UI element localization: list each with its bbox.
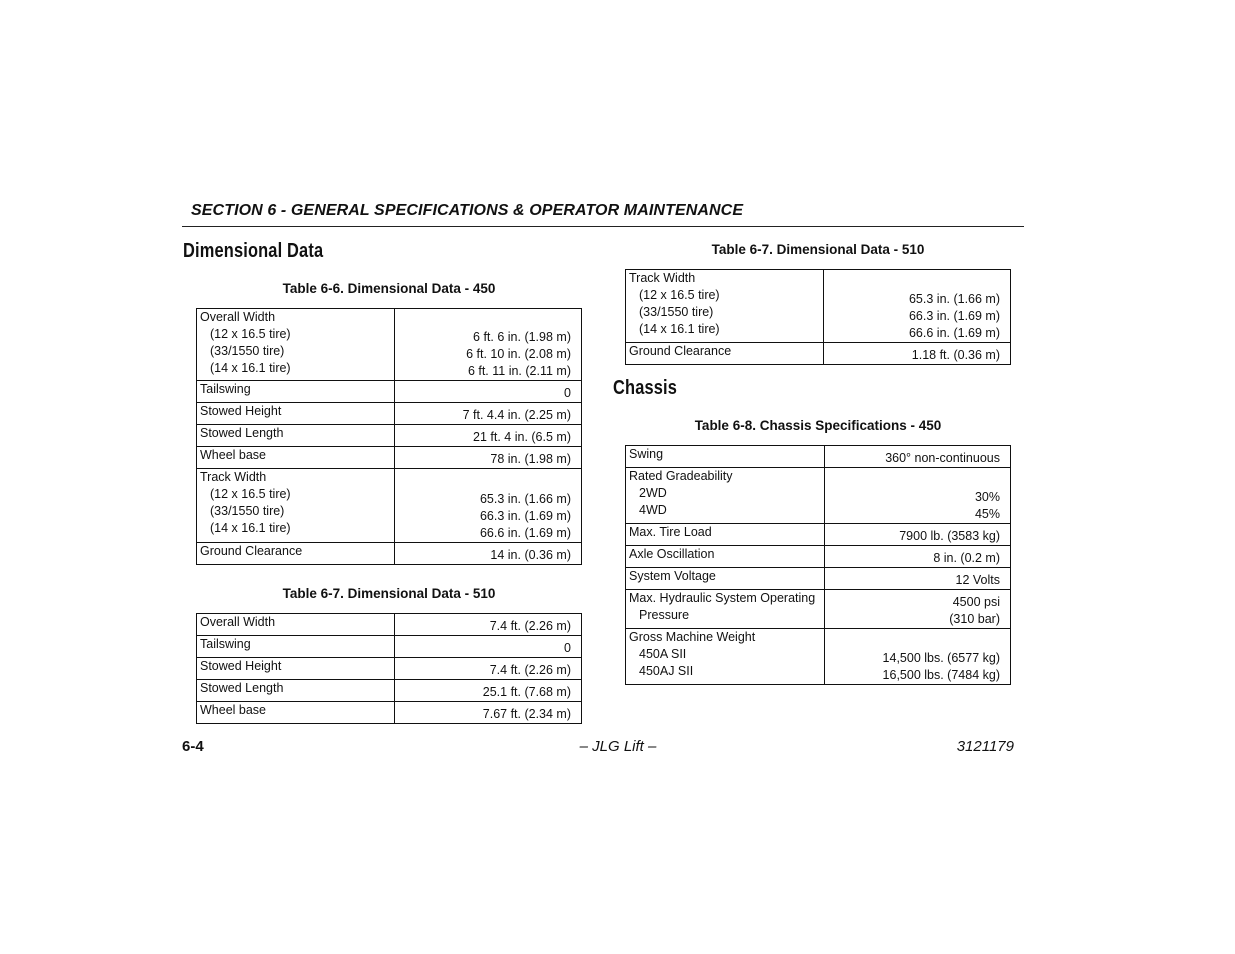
spec-value-cell <box>824 270 1011 343</box>
spec-label: Track Width <box>629 271 696 285</box>
spec-label: Gross Machine Weight <box>629 630 756 644</box>
table-chassis-specifications-450 <box>625 445 1011 685</box>
spec-value-cell <box>395 658 582 680</box>
spec-label-cell <box>197 543 395 565</box>
spec-value: 21 ft. 4 in. (6.5 m) <box>473 430 571 444</box>
heading-chassis: Chassis <box>613 377 678 399</box>
spec-label-cell <box>197 702 395 724</box>
spec-label-cell <box>197 403 395 425</box>
table-row <box>197 702 582 724</box>
spec-value-cell <box>395 425 582 447</box>
spec-label: Stowed Height <box>200 404 282 418</box>
spec-value-cell <box>824 629 1010 685</box>
spec-value: 66.3 in. (1.69 m) <box>908 309 1000 323</box>
spec-label-cell <box>197 309 395 381</box>
spec-value: 7.4 ft. (2.26 m) <box>489 619 571 633</box>
spec-value: 30% <box>974 490 1000 504</box>
spec-value-cell <box>824 524 1010 546</box>
header-rule <box>182 226 1024 227</box>
spec-label: Stowed Length <box>200 681 284 695</box>
spec-value-cell <box>395 381 582 403</box>
spec-value: 7.4 ft. (2.26 m) <box>489 663 571 677</box>
section-header: SECTION 6 - GENERAL SPECIFICATIONS & OPERATOR MAINTENANCE <box>191 202 744 219</box>
spec-value-cell <box>395 447 582 469</box>
table-row <box>197 425 582 447</box>
spec-label: System Voltage <box>629 569 716 583</box>
spec-label-cell <box>626 629 825 685</box>
spec-label: Stowed Length <box>200 426 284 440</box>
spec-label: Ground Clearance <box>629 344 732 358</box>
spec-value: 78 in. (1.98 m) <box>490 452 571 466</box>
spec-value-cell <box>824 446 1010 468</box>
spec-sublabel: (12 x 16.5 tire) <box>210 487 291 501</box>
spec-label-cell <box>626 524 825 546</box>
spec-value-cell <box>395 636 582 658</box>
spec-value-cell <box>395 543 582 565</box>
spec-value: 25.1 ft. (7.68 m) <box>482 685 571 699</box>
spec-sublabel: (14 x 16.1 tire) <box>639 322 720 336</box>
spec-label-cell <box>626 590 825 629</box>
table-caption-6-7-left: Table 6-7. Dimensional Data - 510 <box>282 586 496 601</box>
spec-value: 66.3 in. (1.69 m) <box>479 509 571 523</box>
spec-label-cell <box>197 680 395 702</box>
table-row <box>197 658 582 680</box>
document-number: 3121179 <box>956 738 1014 755</box>
spec-label: Track Width <box>200 470 267 484</box>
table-row <box>197 680 582 702</box>
spec-value-cell <box>395 469 582 543</box>
table-row <box>626 343 1011 365</box>
spec-value: 1.18 ft. (0.36 m) <box>911 348 1000 362</box>
spec-sublabel: 2WD <box>639 486 667 500</box>
spec-label: Wheel base <box>200 448 267 462</box>
spec-label: Overall Width <box>200 615 276 629</box>
table-row <box>197 636 582 658</box>
spec-value: 8 in. (0.2 m) <box>933 551 1000 565</box>
spec-label: Overall Width <box>200 310 276 324</box>
spec-value-cell <box>824 343 1011 365</box>
footer-center-title: – JLG Lift – <box>579 738 657 755</box>
spec-value: 0 <box>564 386 571 400</box>
spec-value: 7900 lb. (3583 kg) <box>899 529 1000 543</box>
table-caption-6-8: Table 6-8. Chassis Specifications - 450 <box>694 418 942 433</box>
spec-value: 0 <box>564 641 571 655</box>
spec-value-cell <box>395 614 582 636</box>
spec-sublabel: 450AJ SII <box>639 664 694 678</box>
spec-label-cell <box>197 636 395 658</box>
spec-label-cell <box>197 614 395 636</box>
spec-value: 66.6 in. (1.69 m) <box>479 526 571 540</box>
spec-value-cell <box>824 568 1010 590</box>
spec-label-cell <box>626 446 825 468</box>
spec-value: 16,500 lbs. (7484 kg) <box>882 668 1000 682</box>
spec-sublabel: (33/1550 tire) <box>639 305 714 319</box>
table-dimensional-data-510 <box>196 613 582 724</box>
table-row <box>626 270 1011 343</box>
spec-label: Rated Gradeability <box>629 469 733 483</box>
spec-sublabel: (14 x 16.1 tire) <box>210 521 291 535</box>
spec-sublabel: 4WD <box>639 503 667 517</box>
table-row <box>197 447 582 469</box>
table-row <box>626 568 1011 590</box>
spec-label-cell <box>197 469 395 543</box>
spec-label: Swing <box>629 447 664 461</box>
spec-sublabel: (12 x 16.5 tire) <box>639 288 720 302</box>
table-row <box>197 614 582 636</box>
table-dimensional-data-450 <box>196 308 582 565</box>
spec-label-cell <box>626 568 825 590</box>
table-row <box>626 524 1011 546</box>
table-caption-6-6: Table 6-6. Dimensional Data - 450 <box>282 281 496 296</box>
spec-sublabel: 450A SII <box>639 647 687 661</box>
table-row <box>197 403 582 425</box>
spec-value-cell <box>824 590 1010 629</box>
spec-value: 7 ft. 4.4 in. (2.25 m) <box>462 408 571 422</box>
spec-sublabel: (14 x 16.1 tire) <box>210 361 291 375</box>
spec-value: 14,500 lbs. (6577 kg) <box>882 651 1000 665</box>
table-row <box>197 469 582 543</box>
spec-sublabel: (12 x 16.5 tire) <box>210 327 291 341</box>
spec-label: Axle Oscillation <box>629 547 715 561</box>
spec-label-cell <box>197 658 395 680</box>
heading-dimensional-data: Dimensional Data <box>183 240 324 262</box>
spec-label: Stowed Height <box>200 659 282 673</box>
spec-label-cell <box>626 343 824 365</box>
spec-value-cell <box>395 403 582 425</box>
spec-label: Tailswing <box>200 637 251 651</box>
table-caption-6-7-right: Table 6-7. Dimensional Data - 510 <box>711 242 925 257</box>
spec-value: 7.67 ft. (2.34 m) <box>482 707 571 721</box>
spec-label-cell <box>626 468 825 524</box>
spec-value-cell <box>395 680 582 702</box>
spec-label-cell <box>626 270 824 343</box>
spec-value: 65.3 in. (1.66 m) <box>908 292 1000 306</box>
spec-label: Max. Hydraulic System Operating <box>629 591 816 605</box>
spec-sublabel: (33/1550 tire) <box>210 504 285 518</box>
spec-value: 66.6 in. (1.69 m) <box>908 326 1000 340</box>
spec-label: Max. Tire Load <box>629 525 712 539</box>
spec-value: 12 Volts <box>955 573 1000 587</box>
spec-value: 65.3 in. (1.66 m) <box>479 492 571 506</box>
table-row <box>197 381 582 403</box>
table-dimensional-data-510-continued <box>625 269 1011 365</box>
table-row <box>626 468 1011 524</box>
spec-label: Tailswing <box>200 382 251 396</box>
table-row <box>197 309 582 381</box>
spec-value: 360° non-continuous <box>885 451 1000 465</box>
spec-label-cell <box>197 425 395 447</box>
table-row <box>626 446 1011 468</box>
spec-value: (310 bar) <box>949 612 1000 626</box>
spec-value-cell <box>395 702 582 724</box>
spec-label: Ground Clearance <box>200 544 303 558</box>
spec-label-cell <box>197 447 395 469</box>
spec-value: 14 in. (0.36 m) <box>490 548 571 562</box>
spec-value: 6 ft. 10 in. (2.08 m) <box>466 347 571 361</box>
page-number: 6-4 <box>182 738 204 755</box>
spec-value-cell <box>395 309 582 381</box>
spec-value: 45% <box>974 507 1000 521</box>
spec-label: Wheel base <box>200 703 267 717</box>
spec-value: 6 ft. 6 in. (1.98 m) <box>473 330 571 344</box>
spec-sublabel: Pressure <box>639 608 690 622</box>
table-row <box>626 629 1011 685</box>
spec-label-cell <box>197 381 395 403</box>
spec-value-cell <box>824 546 1010 568</box>
table-row <box>626 590 1011 629</box>
table-row <box>197 543 582 565</box>
spec-sublabel: (33/1550 tire) <box>210 344 285 358</box>
spec-label-cell <box>626 546 825 568</box>
spec-value: 4500 psi <box>952 595 1000 609</box>
spec-value-cell <box>824 468 1010 524</box>
table-row <box>626 546 1011 568</box>
spec-value: 6 ft. 11 in. (2.11 m) <box>467 364 571 378</box>
